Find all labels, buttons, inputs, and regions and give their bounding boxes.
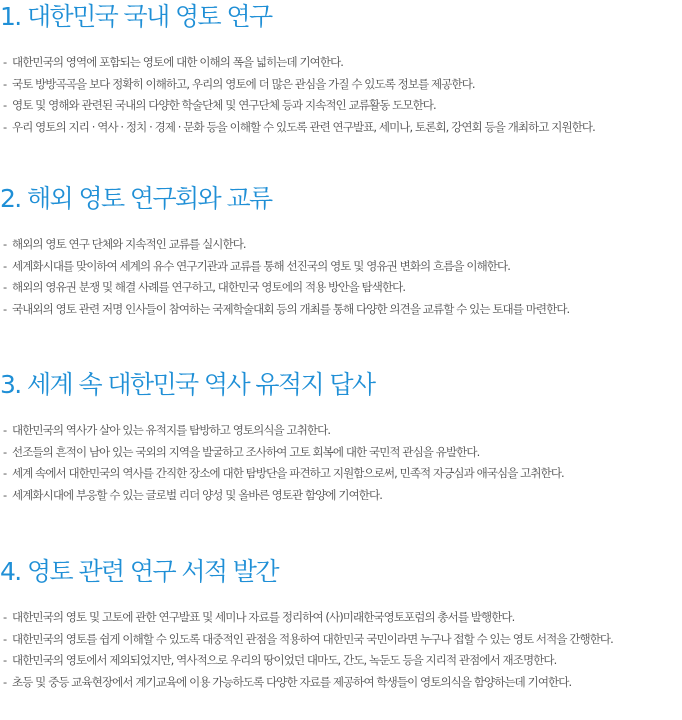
bullet-dash: - <box>3 98 7 113</box>
list-item <box>0 672 682 694</box>
list-item-text: 대한민국의 영역에 포함되는 영토에 대한 이해의 폭을 넓히는데 기여한다. <box>12 55 344 69</box>
list-item-text: 우리 영토의 지리 · 역사 · 정치 · 경제 · 문화 등을 이해할 수 있도록 관련 연구발표, 세미나, 토론회, 강연회 등을 개최하고 지원한다. <box>12 119 595 134</box>
bullet-dash: - <box>3 631 7 646</box>
list-item-text: 세계 속에서 대한민국의 역사를 간직한 장소에 대한 탐방단을 파견하고 지원함으로써, 민족적 자긍심과 애국심을 고취한다. <box>12 466 564 481</box>
list-item-text: 세계화시대에 부응할 수 있는 글로벌 리더 양성 및 올바른 영토관 함양에 기여한다. <box>12 487 382 502</box>
list-item-text: 선조들의 흔적이 남아 있는 국외의 지역을 발굴하고 조사하여 고토 회복에 대한 국민적 관심을 유발한다. <box>12 444 480 459</box>
list-item-text: 대한민국의 영토에서 제외되었지만, 역사적으로 우리의 땅이었던 대마도, 간도, 녹둔도 등을 지리적 관점에서 재조명한다. <box>12 653 557 668</box>
bullet-dash: - <box>3 280 7 295</box>
list-item-text: 초등 및 중등 교육현장에서 계기교육에 이용 가능하도록 다양한 자료를 제공하여 학생들이 영토의식을 함양하는데 기여한다. <box>12 674 572 689</box>
list-item <box>0 299 682 321</box>
bullet-dash: - <box>3 674 7 689</box>
section-overseas-research-exchange <box>0 184 682 320</box>
list-item-text: 세계화시대를 맞이하여 세계의 유수 연구기관과 교류를 통해 선진국의 영토 및 영유권 변화의 흐름을 이해한다. <box>12 258 510 273</box>
bullet-dash: - <box>3 466 7 481</box>
section-title: 3. 세계 속 대한민국 역사 유적지 답사 <box>0 370 375 399</box>
list-item <box>0 277 682 299</box>
bullet-dash: - <box>3 119 7 134</box>
list-item <box>0 52 682 74</box>
list-item <box>0 420 682 442</box>
list-item-text: 국내외의 영토 관련 저명 인사들이 참여하는 국제학술대회 등의 개최를 통해 다양한 의견을 교류할 수 있는 토대를 마련한다. <box>12 301 570 316</box>
section-domestic-territory-research <box>0 2 682 138</box>
list-item <box>0 117 682 139</box>
bullet-dash: - <box>3 76 7 91</box>
list-item-text: 해외의 영유권 분쟁 및 해결 사례를 연구하고, 대한민국 영토에의 적용 방안을 탐색한다. <box>12 280 406 295</box>
list-item <box>0 442 682 464</box>
list-item <box>0 234 682 256</box>
list-item-text: 대한민국의 역사가 살아 있는 유적지를 탐방하고 영토의식을 고취한다. <box>12 423 331 437</box>
bullet-dash: - <box>3 610 7 624</box>
section-item-list <box>0 234 682 320</box>
bullet-dash: - <box>3 258 7 273</box>
list-item <box>0 463 682 485</box>
bullet-dash: - <box>3 55 7 69</box>
bullet-dash: - <box>3 653 7 668</box>
bullet-dash: - <box>3 301 7 316</box>
section-title: 2. 해외 영토 연구회와 교류 <box>0 184 272 213</box>
list-item <box>0 629 682 651</box>
list-item <box>0 74 682 96</box>
list-item <box>0 95 682 117</box>
list-item-text: 대한민국의 영토 및 고토에 관한 연구발표 및 세미나 자료를 정리하여 (사)미래한국영토포럼의 총서를 발행한다. <box>12 610 515 624</box>
bullet-dash: - <box>3 444 7 459</box>
bullet-dash: - <box>3 423 7 437</box>
section-historic-site-tour <box>0 370 682 506</box>
section-item-list <box>0 52 682 138</box>
section-item-list <box>0 607 682 693</box>
list-item-text: 영토 및 영해와 관련된 국내의 다양한 학술단체 및 연구단체 등과 지속적인 교류활동 도모한다. <box>12 98 436 113</box>
list-item <box>0 485 682 507</box>
list-item <box>0 650 682 672</box>
section-item-list <box>0 420 682 506</box>
list-item-text: 국토 방방곡곡을 보다 정확히 이해하고, 우리의 영토에 더 많은 관심을 가질 수 있도록 정보를 제공한다. <box>12 76 475 91</box>
section-book-publication <box>0 557 682 693</box>
bullet-dash: - <box>3 487 7 502</box>
list-item-text: 해외의 영토 연구 단체와 지속적인 교류를 실시한다. <box>12 237 246 251</box>
section-title: 1. 대한민국 국내 영토 연구 <box>0 2 272 31</box>
section-title: 4. 영토 관련 연구 서적 발간 <box>0 557 278 586</box>
list-item <box>0 607 682 629</box>
list-item-text: 대한민국의 영토를 쉽게 이해할 수 있도록 대중적인 관점을 적용하여 대한민국 국민이라면 누구나 접할 수 있는 영토 서적을 간행한다. <box>12 631 613 646</box>
list-item <box>0 256 682 278</box>
bullet-dash: - <box>3 237 7 251</box>
